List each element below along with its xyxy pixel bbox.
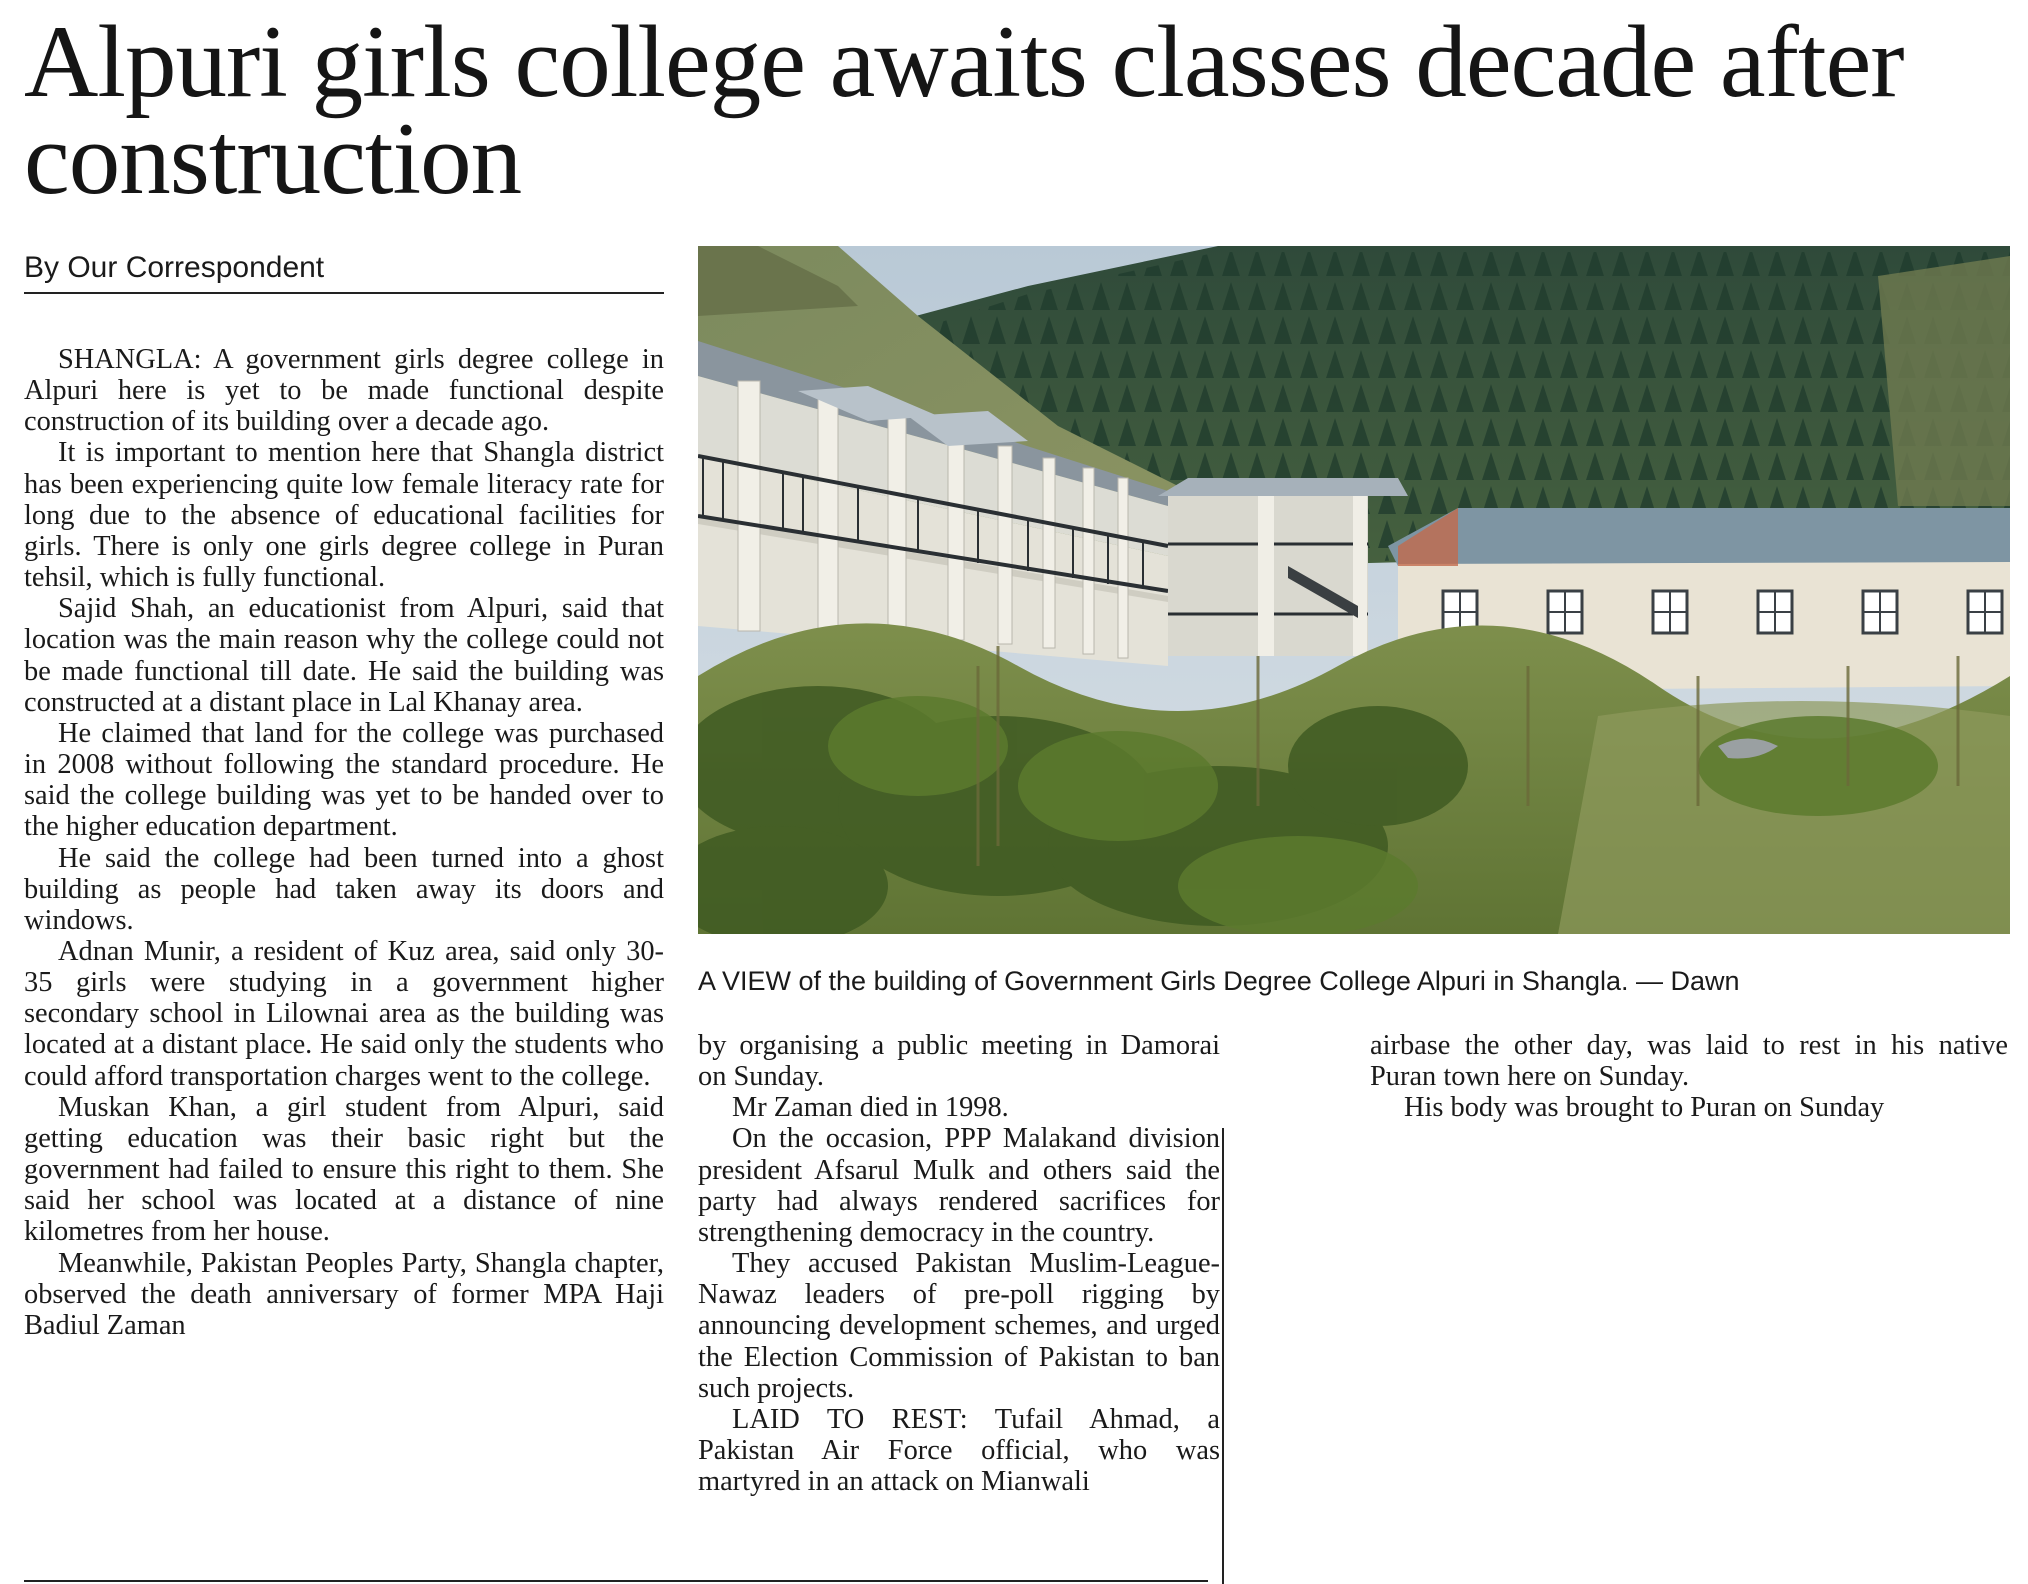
article-column-2 [698,1030,1220,1497]
headline: Alpuri girls college awaits classes decade after construction [24,5,1904,216]
column-divider [1222,1128,1224,1584]
paragraph: Sajid Shah, an educationist from Alpuri, said that location was the main reason why the college could not be made functional till date. He said the building was constructed at a distant place in Lal Khanay area. [24,593,664,718]
paragraph: SHANGLA: A government girls degree college in Alpuri here is yet to be made functional despite construction of its building over a decade ago. [24,344,664,438]
college-building-photo [698,246,2010,934]
photo-caption: A VIEW of the building of Government Girls Degree College Alpuri in Shangla. — Dawn [698,966,1740,996]
paragraph: Muskan Khan, a girl student from Alpuri, said getting education was their basic right but the government had failed to ensure this right to them. She said her school was located at a distance of nine kilometres from her house. [24,1091,664,1248]
paragraph: Mr Zaman died in 1998. [732,1092,1009,1124]
paragraph: It is important to mention here that Shangla district has been experiencing quite low female literacy rate for long due to the absence of educational facilities for girls. There is only one girls degree college in Puran tehsil, which is fully functional. [24,437,664,594]
paragraph: He claimed that land for the college was purchased in 2008 without following the standard procedure. He said the college building was yet to be handed over to the higher education department. [24,717,664,843]
paragraph: LAID TO REST: Tufail Ahmad, a Pakistan Air Force official, who was martyred in an attack on Mianwali [698,1403,1220,1498]
paragraph: Meanwhile, Pakistan Peoples Party, Shangla chapter, observed the death anniversary of former MPA Haji Badiul Zaman [24,1247,664,1341]
paragraph: His body was brought to Puran on Sunday [1404,1092,1885,1124]
article-column-1 [24,344,664,1341]
paragraph: On the occasion, PPP Malakand division president Afsarul Mulk and others said the party had always rendered sacrifices for strengthening democracy in the country. [698,1123,1220,1248]
paragraph: airbase the other day, was laid to rest in his native Puran town here on Sunday. [1370,1030,2008,1093]
paragraph: He said the college had been turned into a ghost building as people had taken away its doors and windows. [24,842,664,936]
paragraph: They accused Pakistan Muslim-League-Nawaz leaders of pre-poll rigging by announcing development schemes, and urged the Election Commission of Pakistan to ban such projects. [698,1248,1220,1404]
paragraph: Adnan Munir, a resident of Kuz area, said only 30-35 girls were studying in a government higher secondary school in Lilownai area as the building was located at a distant place. He said only the students who could afford transportation charges went to the college. [24,935,664,1092]
bottom-rule [24,1580,1208,1582]
paragraph: by organising a public meeting in Damorai on Sunday. [698,1030,1220,1093]
byline: By Our Correspondent [24,248,664,294]
article-column-3 [1370,1030,2008,1123]
